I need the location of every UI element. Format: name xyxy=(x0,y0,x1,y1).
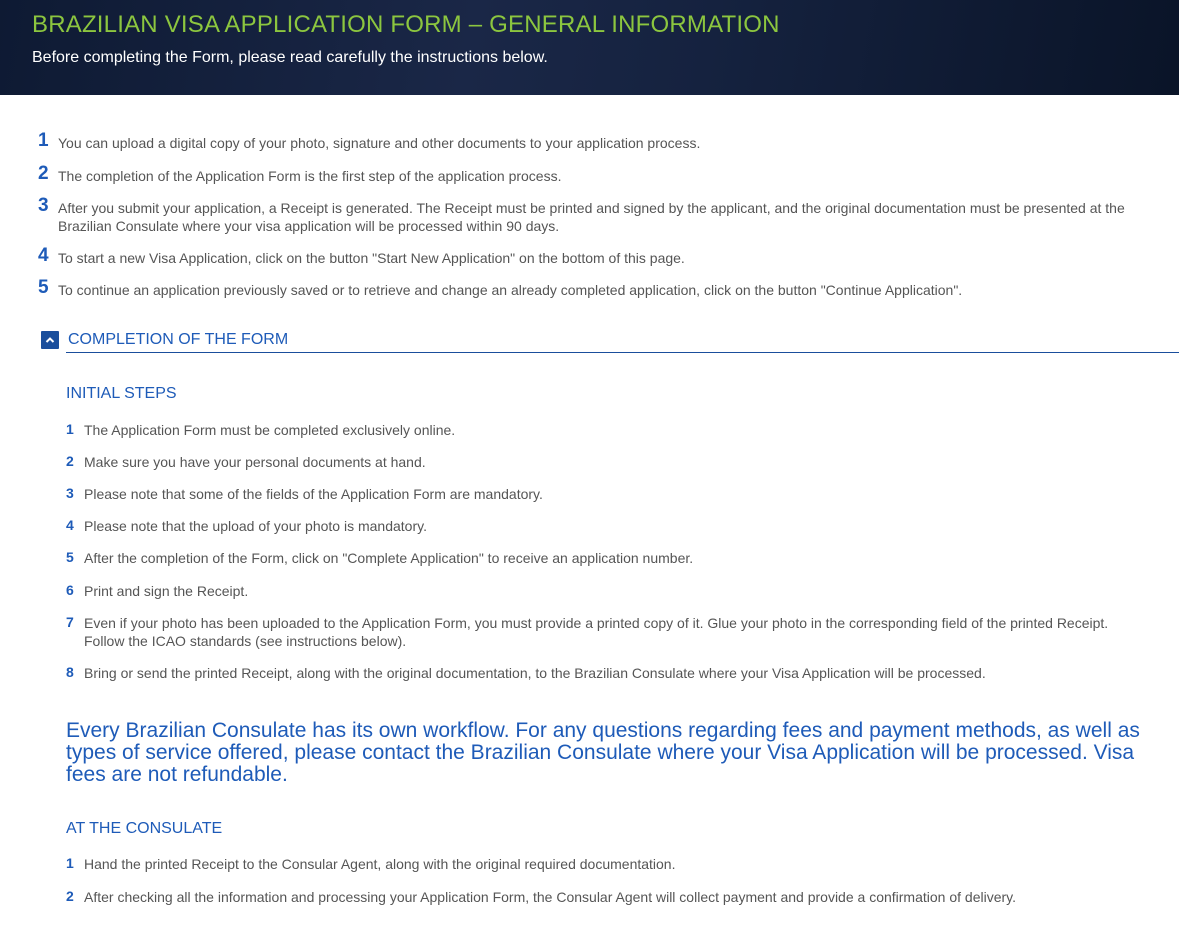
initial-steps-heading: INITIAL STEPS xyxy=(66,385,177,402)
intro-item-text: To start a new Visa Application, click on the button "Start New Application" on the bottom of this page. xyxy=(58,250,685,266)
intro-item-number: 1 xyxy=(38,130,49,151)
section-title[interactable]: COMPLETION OF THE FORM xyxy=(68,331,289,348)
section-collapse-toggle[interactable] xyxy=(41,331,59,349)
list-item-text: Hand the printed Receipt to the Consular Agent, along with the original required documentation. xyxy=(84,856,676,872)
list-item-number: 2 xyxy=(66,888,74,904)
intro-item-text: The completion of the Application Form is the first step of the application process. xyxy=(58,168,562,184)
list-item-text: After checking all the information and processing your Application Form, the Consular Agent will collect payment and provide a confirmation of delivery. xyxy=(84,889,1016,905)
list-item-text: Bring or send the printed Receipt, along with the original documentation, to the Brazilian Consulate where your Visa Application will be processed. xyxy=(84,665,986,681)
section-divider xyxy=(66,352,1179,353)
consulate-notice: Every Brazilian Consulate has its own workflow. For any questions regarding fees and payment methods, as well as types of service offered, please contact the Brazilian Consulate where your Visa Application will be processed. Visa fees are not refundable. xyxy=(66,719,1140,786)
page-subtitle: Before completing the Form, please read carefully the instructions below. xyxy=(32,49,548,66)
intro-item-text: To continue an application previously saved or to retrieve and change an already completed application, click on the button "Continue Application". xyxy=(58,282,963,298)
list-item-text: Even if your photo has been uploaded to the Application Form, you must provide a printed copy of it. Glue your photo in the corresponding field of the printed Receipt. Follow the ICAO standards (see instructions below). xyxy=(84,615,1109,649)
list-item-number: 3 xyxy=(66,485,74,501)
list-item-text: After the completion of the Form, click on "Complete Application" to receive an application number. xyxy=(84,550,694,566)
list-item-text: Please note that some of the fields of the Application Form are mandatory. xyxy=(84,486,543,502)
list-item-text: Please note that the upload of your photo is mandatory. xyxy=(84,518,427,534)
intro-item-text: After you submit your application, a Receipt is generated. The Receipt must be printed and signed by the applicant, and the original documentation must be presented at the Brazilian Consulate where your visa application will be processed within 90 days. xyxy=(58,200,1125,234)
list-item-text: Make sure you have your personal documents at hand. xyxy=(84,454,426,470)
list-item-number: 7 xyxy=(66,614,74,630)
list-item-text: The Application Form must be completed exclusively online. xyxy=(84,422,456,438)
chevron-up-icon xyxy=(45,336,55,344)
list-item-number: 1 xyxy=(66,421,74,437)
intro-item-number: 4 xyxy=(38,245,49,266)
list-item-number: 2 xyxy=(66,453,74,469)
list-item-number: 1 xyxy=(66,855,74,871)
intro-item-text: You can upload a digital copy of your photo, signature and other documents to your application process. xyxy=(58,135,701,151)
page-title: BRAZILIAN VISA APPLICATION FORM – GENERAL INFORMATION xyxy=(32,11,780,38)
page-header xyxy=(0,0,1179,95)
list-item-number: 4 xyxy=(66,517,74,533)
intro-item-number: 2 xyxy=(38,163,49,184)
list-item-number: 6 xyxy=(66,582,74,598)
intro-item-number: 3 xyxy=(38,195,49,216)
list-item-number: 8 xyxy=(66,664,74,680)
at-consulate-heading: AT THE CONSULATE xyxy=(66,820,223,837)
list-item-text: Print and sign the Receipt. xyxy=(84,583,249,599)
list-item-number: 5 xyxy=(66,549,74,565)
intro-item-number: 5 xyxy=(38,277,49,298)
